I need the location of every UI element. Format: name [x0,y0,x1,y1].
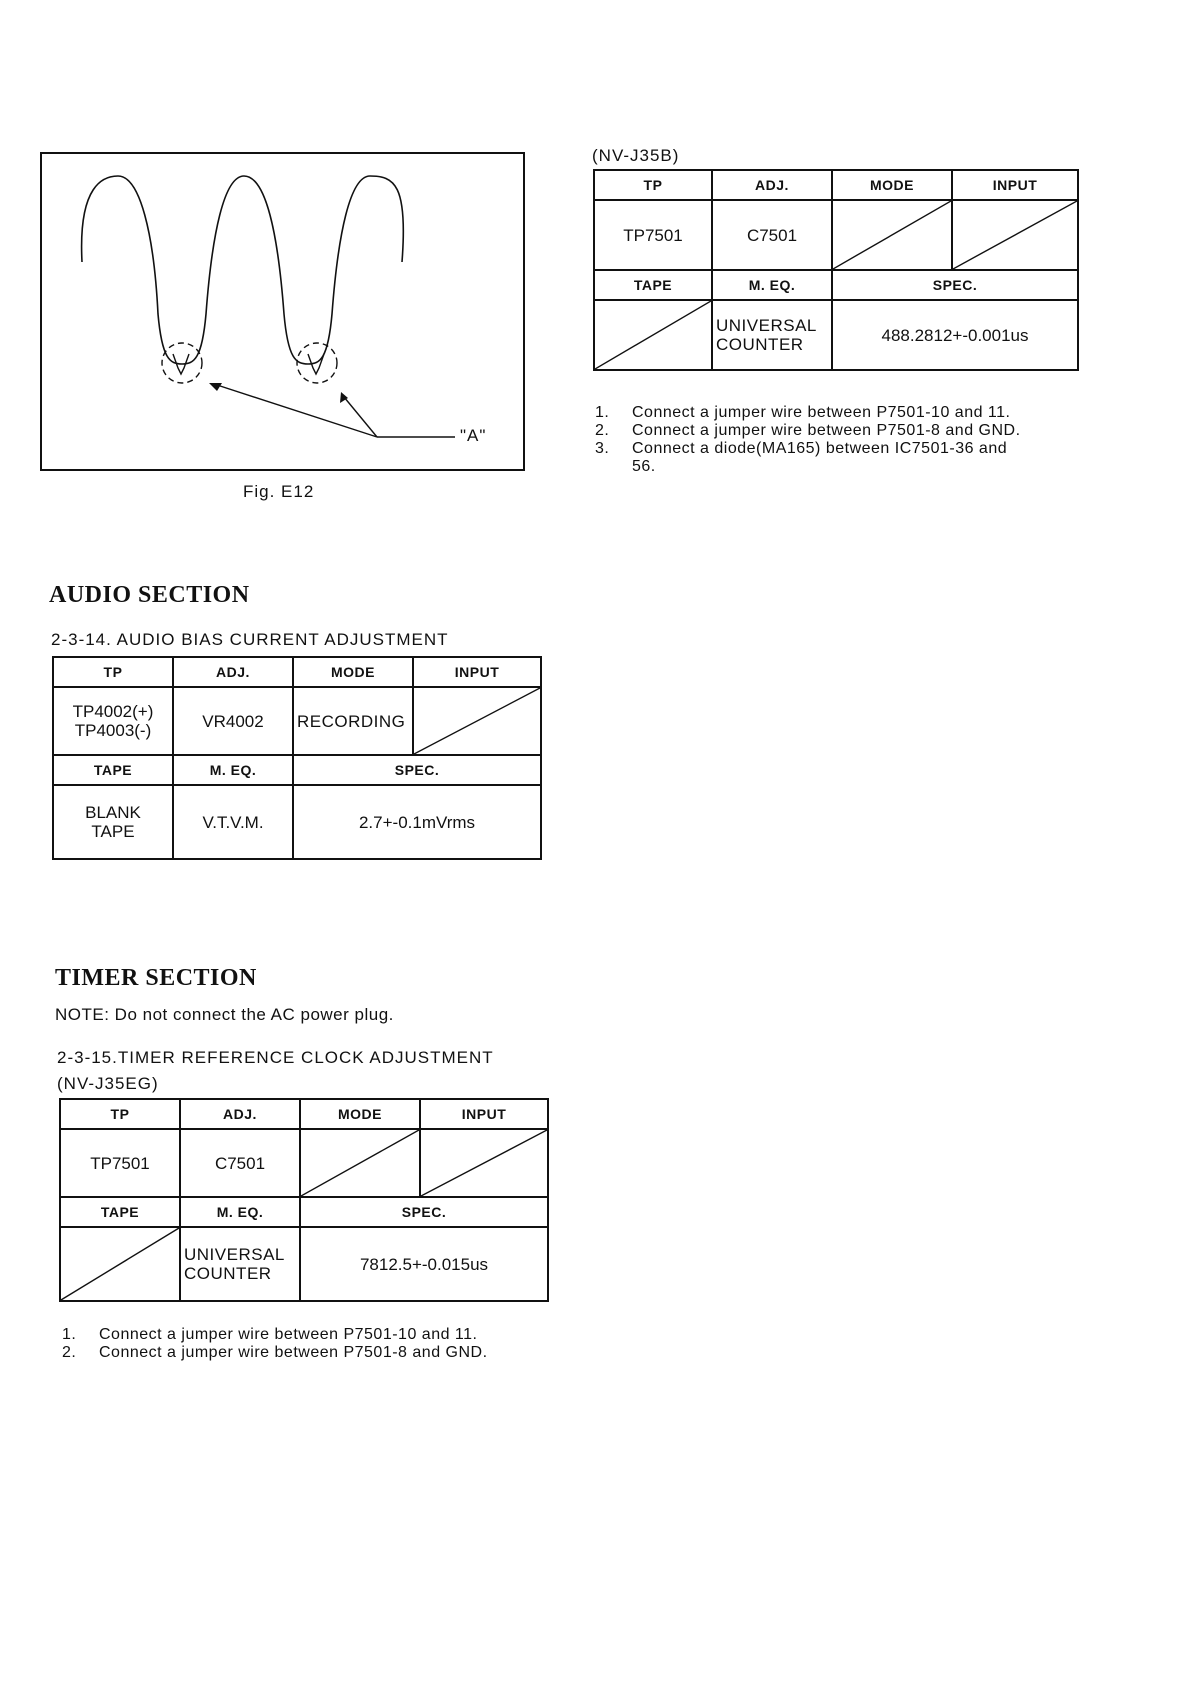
cell-meq: V.T.V.M. [173,785,293,859]
cell-tape [53,785,173,859]
cell-spec: 2.7+-0.1mVrms [293,785,541,859]
timer-section-title: TIMER SECTION [55,965,257,991]
cell-adj: VR4002 [173,687,293,755]
header-tp: TP [594,170,712,200]
header-mode: MODE [300,1099,420,1129]
cell-mode: RECORDING [293,687,413,755]
header-input: INPUT [413,657,541,687]
steps-list-nv-j35b [595,404,1105,476]
cell-tp: TP7501 [60,1129,180,1197]
diagonal-slash [953,201,1077,269]
meq-line-2: COUNTER [184,1264,272,1283]
cell-adj: C7501 [712,200,832,270]
header-tape: TAPE [60,1197,180,1227]
cell-tape-empty [594,300,712,370]
header-adj: ADJ. [712,170,832,200]
list-item: 3. Connect a diode(MA165) between IC7501-36 and [595,440,1008,457]
steps-list-nv-j35eg [62,1326,582,1362]
list-item: 2. Connect a jumper wire between P7501-8 and GND. [62,1344,488,1361]
meq-line-1: UNIVERSAL [184,1245,285,1264]
cell-spec: 488.2812+-0.001us [832,300,1078,370]
meq-line-1: UNIVERSAL [716,316,817,335]
timer-note: NOTE: Do not connect the AC power plug. [55,1005,394,1024]
meq-line-2: COUNTER [716,335,804,354]
header-meq: M. EQ. [712,270,832,300]
cell-input-empty [413,687,541,755]
header-spec: SPEC. [293,755,541,785]
header-spec: SPEC. [832,270,1078,300]
callout-label: "A" [460,426,487,445]
cell-mode-empty [300,1129,420,1197]
model-label-nv-j35eg: (NV-J35EG) [57,1074,159,1093]
diagonal-slash [421,1130,547,1196]
cell-mode-empty [832,200,952,270]
audio-bias-subheading: 2-3-14. AUDIO BIAS CURRENT ADJUSTMENT [51,630,449,649]
header-mode: MODE [832,170,952,200]
figure-caption: Fig. E12 [243,482,315,501]
cell-adj: C7501 [180,1129,300,1197]
diagonal-slash [414,688,540,754]
adjustment-table-audio-bias [52,656,542,860]
header-tape: TAPE [53,755,173,785]
cell-spec: 7812.5+-0.015us [300,1227,548,1301]
header-meq: M. EQ. [173,755,293,785]
list-item: 56. [632,458,656,475]
header-adj: ADJ. [173,657,293,687]
waveform-diagram [42,154,523,469]
tp-line-2: TP4003(-) [74,721,152,740]
header-tp: TP [53,657,173,687]
tp-line-1: TP4002(+) [72,702,154,721]
header-mode: MODE [293,657,413,687]
header-input: INPUT [952,170,1078,200]
diagonal-slash [833,201,951,269]
tape-line-1: BLANK [85,803,141,822]
header-meq: M. EQ. [180,1197,300,1227]
cell-meq [712,300,832,370]
list-item: 1. Connect a jumper wire between P7501-10 and 11. [595,404,1011,421]
cell-tape-empty [60,1227,180,1301]
adjustment-table-nv-j35b [593,169,1079,371]
cell-tp [53,687,173,755]
diagonal-slash [301,1130,419,1196]
cell-input-empty [420,1129,548,1197]
adjustment-table-timer-clock [59,1098,549,1302]
cell-tp: TP7501 [594,200,712,270]
list-item: 2. Connect a jumper wire between P7501-8 and GND. [595,422,1021,439]
header-tape: TAPE [594,270,712,300]
header-spec: SPEC. [300,1197,548,1227]
list-item: 1. Connect a jumper wire between P7501-10 and 11. [62,1326,478,1343]
header-adj: ADJ. [180,1099,300,1129]
header-tp: TP [60,1099,180,1129]
audio-section-title: AUDIO SECTION [49,582,250,608]
header-input: INPUT [420,1099,548,1129]
diagonal-slash [595,301,711,369]
model-label-nv-j35b: (NV-J35B) [592,146,680,165]
diagonal-slash [61,1228,179,1300]
tape-line-2: TAPE [91,822,135,841]
cell-meq [180,1227,300,1301]
timer-clock-subheading: 2-3-15.TIMER REFERENCE CLOCK ADJUSTMENT [57,1048,494,1067]
waveform-figure [40,152,525,471]
cell-input-empty [952,200,1078,270]
